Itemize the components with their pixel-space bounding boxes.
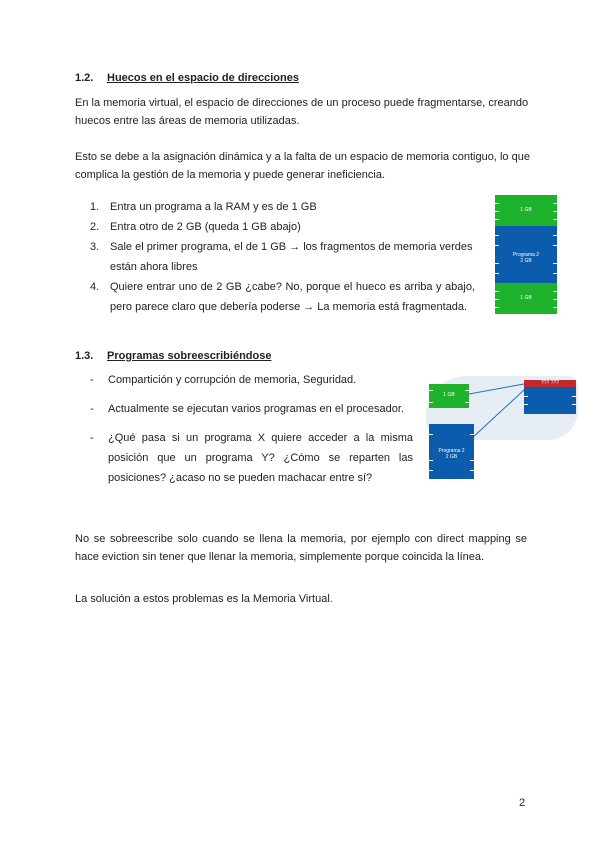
program-2-block: Programa 2 2 GB — [495, 226, 557, 283]
list-item: - Compartición y corrupción de memoria, Seguridad. — [90, 374, 357, 386]
memory-fragmentation-figure — [495, 195, 557, 314]
paragraph: La solución a estos problemas es la Memoria Virtual. — [75, 593, 333, 605]
section-heading-1-2 — [75, 72, 299, 84]
section-title: Programas sobreescribiéndose — [107, 350, 272, 362]
paragraph: En la memoria virtual, el espacio de direcciones de un proceso puede fragmentarse, creando huecos entre las áreas de memoria utilizadas. — [75, 97, 529, 127]
paragraph: No se sobreescribe solo cuando se llena la memoria, por ejemplo con direct mapping se hace eviction sin tener que llenar la memoria, simplemente porque coincida la línea. — [75, 533, 527, 563]
program-2-block: Programa 2 2 GB — [429, 424, 474, 479]
section-heading-1-3 — [75, 350, 271, 362]
program-1-block: 1 GB — [429, 384, 469, 408]
paragraph: Esto se debe a la asignación dinámica y a la falta de un espacio de memoria contiguo, lo que complica la gestión de la memoria y puede generar ineficiencia. — [75, 151, 530, 181]
free-memory-block-bottom: 1 GB — [495, 283, 557, 314]
conflict-region: ??? ??? — [524, 380, 576, 387]
list-item: - ¿Qué pasa si un programa X quiere acceder a la misma posición que un programa Y? ¿Cómo se reparten las posiciones? ¿acaso no se pueden machacar entre sí? — [90, 432, 413, 484]
issues-list — [90, 370, 413, 488]
list-item: - Actualmente se ejecutan varios programas en el procesador. — [90, 403, 404, 415]
page-number: 2 — [519, 797, 526, 809]
steps-list — [90, 197, 475, 317]
list-item: 4. Quiere entrar uno de 2 GB ¿cabe? No, porque el hueco es arriba y abajo, pero parece claro que debería poderse → La memoria está fragmentada. — [90, 281, 475, 313]
section-number: 1.3. — [75, 350, 94, 362]
list-item: 3. Sale el primer programa, el de 1 GB → los fragmentos de memoria verdes están ahora libres — [90, 241, 473, 273]
section-number: 1.2. — [75, 72, 94, 84]
free-memory-block-top: 1 GB — [495, 195, 557, 226]
list-item: 2. Entra otro de 2 GB (queda 1 GB abajo) — [90, 221, 301, 233]
overwrite-figure — [420, 372, 580, 484]
list-item: 1. Entra un programa a la RAM y es de 1 GB — [90, 201, 317, 213]
section-title: Huecos en el espacio de direcciones — [107, 72, 299, 84]
